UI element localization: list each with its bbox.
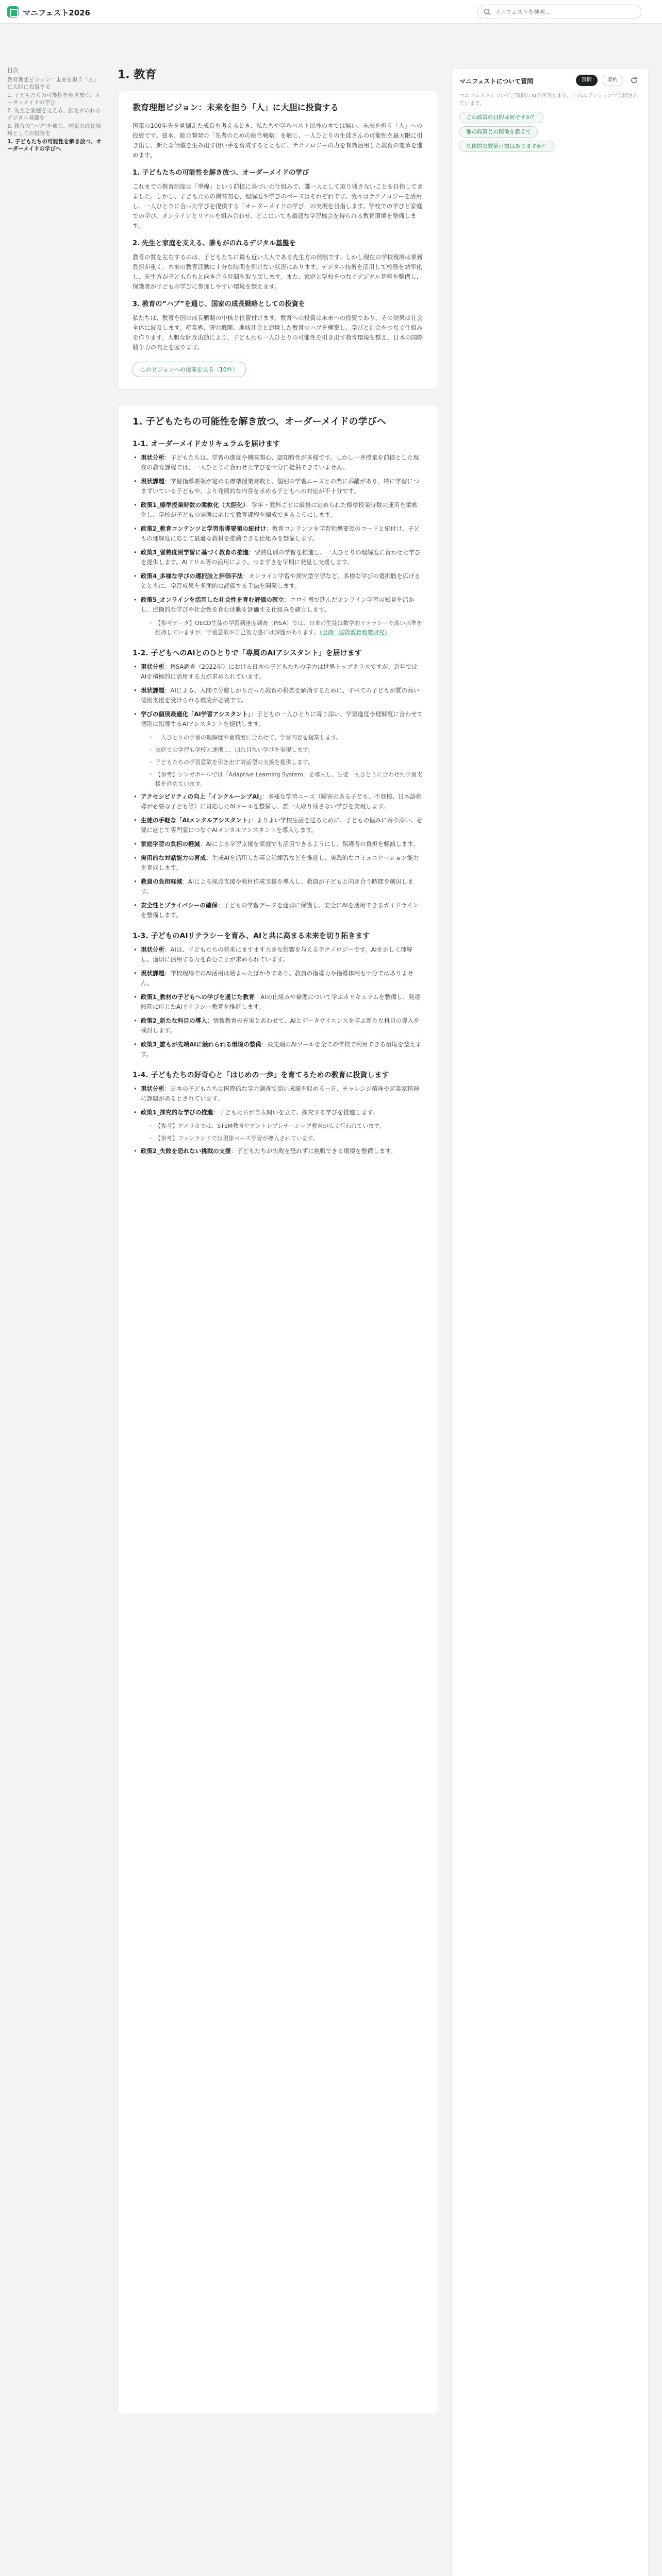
- list-item: • 現状課題：学校現場でのAI活用は始まったばかりであり、教員の指導力や指導体制も十分ではありません。: [133, 969, 423, 988]
- table-of-contents: [7, 66, 104, 154]
- list-item: • 安全性とプライバシーの確保：子どもの学習データを適切に保護し、安全にAIを活用できるガイドラインを整備します。: [133, 901, 423, 920]
- vision-s2-body: 教育の質を左右するのは、子どもたちに最も近い大人である先生方の情熱です。しかし現在の学校現場は業務負担が重く、本来の教育活動に十分な時間を割けない状況にあります。デジタル技術を活用して校務を効率化し、先生方が子どもたちと向き合う時間を取り戻します。また、家庭と学校をつなぐデジタル基盤を整備し、保護者が子どもの学びに参加しやすい環境を整えます。: [133, 253, 423, 290]
- vision-s3-body: 私たちは、教育を国の成長戦略の中核と位置付けます。教育への投資は未来への投資であり、その効果は社会全体に波及します。産業界、研究機関、地域社会と連携した教育のハブを構築し、学びと社会をつなぐ仕組みを作ります。大胆な財政出動により、子どもたち一人ひとりの可能性を引き出す教育環境を整え、日本の国際競争力の向上を図ります。: [133, 314, 423, 351]
- section-1-heading: 1. 子どもたちの可能性を解き放つ、オーダーメイドの学びへ: [133, 416, 386, 427]
- list-item: • 現状分析：日本の子どもたちは国際的な学力調査で高い成績を収める一方、チャレンジ精神や起業家精神に課題があるとされています。: [133, 1084, 423, 1104]
- suggestion-chip[interactable]: この政策の目的は何ですか？: [459, 112, 543, 123]
- subsection-1-2-heading: 1-2. 子どもへのAIとのひとりで「専属のAIアシスタント」を届けます: [133, 649, 362, 657]
- sub-list-item: ◦ 一人ひとりの学習の理解度や習熟度に合わせて、学習内容を提案します。: [149, 733, 423, 742]
- vision-s1-title: 1. 子どもたちの可能性を解き放つ、オーダーメイドの学び: [133, 169, 309, 177]
- search-icon: [484, 8, 491, 15]
- list-item: • 学びの個別最適化「AI学習アシスタント」：子どもの一人ひとりに寄り添い、学習進度や理解度に合わせて個別に指導するAIアシスタントを提供します。: [133, 709, 423, 729]
- list-item: • 実用的な対話能力の育成：生成AIを活用した英会話練習などを推進し、実践的なコミュニケーション能力を育成します。: [133, 853, 423, 873]
- list-item: • 現状課題：学習指導要領が定める標準授業時数と、個別の学習ニーズとの間に乖離があり、特に学習につまずいている子どもや、より発展的な内容を求める子どもへの対応が不十分です。: [133, 477, 423, 496]
- reference-note: ◦ 【参考データ】OECD生徒の学習到達度調査（PISA）では、日本の生徒は数学的リテラシーで高い水準を維持していますが、学習意欲や自己効力感には課題があります。（出典：国際教育政策研究）: [149, 619, 423, 637]
- toc-item-section-1[interactable]: 1. 子どもたちの可能性を解き放つ、オーダーメイドの学びへ: [7, 139, 102, 152]
- subsection-1-1-heading: 1-1. オーダーメイドカリキュラムを届けます: [133, 440, 280, 448]
- list-item: • 政策5_オンラインを活用した社会性を育む評価の確立：コロナ禍で進んだオンライン学習の知見を活かし、協働的な学びや社会性を育む活動を評価する仕組みを確立します。: [133, 595, 423, 615]
- tab-summary[interactable]: 要約: [602, 75, 623, 86]
- chat-panel-title: マニフェストについて質問: [459, 78, 534, 85]
- list-item: • 政策1_標準授業時数の柔軟化（大胆化）：学年・教科ごとに厳格に定められた標準授業時数の運用を柔軟化し、学校が子どもの実態に応じて教育課程を編成できるようにします。: [133, 500, 423, 520]
- section-1-card: [118, 405, 438, 2414]
- vision-intro: 国家の100年先を見据えた成長を考えるとき、私たちや学ちベスト以外の本では無い、未来を担う「人」への投資です。資本、能力開発の「先者のための総合戦略」を通じ、一人ひとりの生徒さんの可能性を最大限に引き出し、新たな価値を生み出す担い手を育成するとともに、テクノロジーの力を有効活用した教育の変革を進めます。: [133, 122, 423, 159]
- sub-list-item: ◦ 家庭での学習も学校と連携し、切れ目ない学びを実現します。: [149, 745, 423, 755]
- refresh-icon[interactable]: [630, 76, 639, 85]
- list-item: • 現状分析：PISA調査（2022年）における日本の子どもたちの学力は世界トップクラスですが、近年ではAIを積極的に活用する力が求められています。: [133, 662, 423, 682]
- chat-panel: [452, 68, 649, 2576]
- list-item: • 政策3_習熟度別学習に基づく教育の推進：習熟度別の学習を推進し、一人ひとりの理解度に合わせた学びを提供します。AIドリル等の活用により、つまずきを早期に発見し支援します。: [133, 548, 423, 567]
- suggestion-chip[interactable]: 具体的な数値目標はありますか？: [459, 141, 554, 152]
- source-link[interactable]: （出典：国際教育政策研究）: [319, 629, 390, 636]
- list-item: • 教員の負担軽減：AIによる採点支援や教材作成支援を導入し、教員が子どもと向き合う時間を創出します。: [133, 877, 423, 896]
- vision-proposals-link[interactable]: このビジョンへの提案を見る（10件）: [133, 362, 246, 377]
- chat-panel-description: マニフェストについてご質問にAIが回答します。このエディションで公開されています。: [459, 93, 639, 107]
- app-logo-icon: [7, 6, 19, 18]
- vision-s3-title: 3. 教育の“ハブ”を通じ、国家の成長戦略としての投資を: [133, 300, 305, 308]
- toc-item-vision-2[interactable]: 2. 先生と家庭を支える、誰もがのれるデジタル基盤を: [7, 108, 101, 121]
- subsection-1-3-heading: 1-3. 子どものAIリテラシーを育み、AIと共に高まる未来を切り拓きます: [133, 932, 370, 940]
- list-item: • 政策4_多様な学びの選択肢と評価手法：オンライン学習や探究型学習など、多様な学びの選択肢を広げるとともに、学習成果を多面的に評価する手法を開発します。: [133, 571, 423, 591]
- sub-list-item: ◦ 【参考】フィンランドでは現象ベース学習が導入されています。: [149, 1134, 423, 1143]
- list-item: • 政策1_教材の子どもへの学びを通じた教育：AIの仕組みや倫理について学ぶカリキュラムを整備し、発達段階に応じたAIリテラシー教育を推進します。: [133, 992, 423, 1012]
- list-item: • 生徒の手軽な「AIメンタルアシスタント」：よりよい学校生活を送るために、子どもの悩みに寄り添い、必要に応じて専門家につなぐAIメンタルアシスタントを導入します。: [133, 816, 423, 835]
- sub-list-item: ◦ 【参考】シンガポールでは「Adaptive Learning System」を導入し、生徒一人ひとりに合わせた学習支援を進めています。: [149, 770, 423, 789]
- top-bar: [0, 0, 662, 24]
- list-item: • 現状分析：AIは、子どもたちの将来にますます大きな影響を与えるテクノロジーです。AIを正しく理解し、適切に活用する力を育むことが求められています。: [133, 945, 423, 964]
- vision-card: [118, 91, 438, 389]
- sub-list-item: ◦ 【参考】アメリカでは、STEM教育やアントレプレナーシップ教育が広く行われています。: [149, 1122, 423, 1131]
- toc-item-vision-1[interactable]: 1. 子どもたちの可能性を解き放つ、オーダーメイドの学び: [7, 92, 101, 106]
- vision-heading: 教育理想ビジョン：未来を担う「人」に大胆に投資する: [133, 103, 339, 112]
- list-item: • 現状分析：子どもたちは、学習の進度や興味関心、認知特性が多様です。しかし一斉授業を前提とした現在の教育課程では、一人ひとりに合わせた学びを十分に提供できていません。: [133, 453, 423, 472]
- list-item: • 家庭学習の負担の軽減：AIによる学習支援を家庭でも活用できるようにし、保護者の負担を軽減します。: [133, 839, 423, 849]
- suggestion-chip[interactable]: 他の政策との関係を教えて: [459, 126, 538, 138]
- tab-chat[interactable]: 質問: [576, 75, 598, 86]
- search-input[interactable]: [494, 7, 634, 16]
- page-title: 1. 教育: [118, 69, 157, 81]
- list-item: • 政策2_教育コンテンツと学習指導要領の紐付け：教育コンテンツを学習指導要領のコードと紐付け、子どもの理解度に応じて最適な教材を推薦できる仕組みを整備します。: [133, 524, 423, 544]
- list-item: • 現状課題：AIによる、入間で分離しがちだった教育の格差を解消するために、すべての子どもが質の高い個別支援を受けられる環境が必要です。: [133, 686, 423, 705]
- toc-heading: 目次: [7, 67, 19, 74]
- toc-item-vision[interactable]: 教育理想ビジョン：未来を担う「人」に大胆に投資する: [7, 77, 100, 90]
- list-item: • 政策3_誰もが先端AIに触れられる環境の整備：最先端のAIツールを全ての学校で利用できる環境を整えます。: [133, 1040, 423, 1059]
- vision-s1-body: これまでの教育制度は「単線」という前提に基づいた仕組みで、誰一人として取り残さないことを目指してきました。しかし、子どもたちの興味関心、理解度や学びのペースはそれぞれです。我々はテクノロジーを活用し、一人ひとりに合った学びを提供する「オーダーメイドの学び」の実現を目指します。学校での学びと家庭での学び、オンラインとリアルを組み合わせ、どこにいても最適な学習機会を得られる教育環境を整備します。: [133, 183, 423, 229]
- list-item: • 政策2_失敗を恐れない挑戦の支援：子どもたちが失敗を恐れずに挑戦できる環境を整備します。: [133, 1146, 423, 1156]
- sub-list-item: ◦ 子どもたちの学習意欲を引き出す対話型の支援を提供します。: [149, 758, 423, 767]
- list-item: • アクセシビリティの向上「インクルーシブAI」：多様な学習ニーズ（障害のある子ども、不登校、日本語指導が必要な子ども等）に対応したAIツールを整備し、誰一人取り残さない学びを実現します。: [133, 792, 423, 811]
- search-bar[interactable]: [477, 5, 641, 19]
- app-title: マニフェスト2026: [23, 8, 90, 18]
- toc-item-vision-3[interactable]: 3. 教育の“ハブ”を通じ、国家の成長戦略としての投資を: [7, 123, 101, 137]
- subsection-1-4-heading: 1-4. 子どもたちの好奇心と「はじめの一歩」を育てるための教育に投資します: [133, 1071, 389, 1079]
- list-item: • 政策2_新たな科目の導入：情報教育の充実とあわせて、AIとデータサイエンスを学ぶ新たな科目の導入を検討します。: [133, 1016, 423, 1036]
- list-item: • 政策1_探究的な学びの推進：子どもたちが自ら問いを立て、探究する学びを推進します。: [133, 1108, 423, 1117]
- vision-s2-title: 2. 先生と家庭を支える、誰もがのれるデジタル基盤を: [133, 240, 296, 247]
